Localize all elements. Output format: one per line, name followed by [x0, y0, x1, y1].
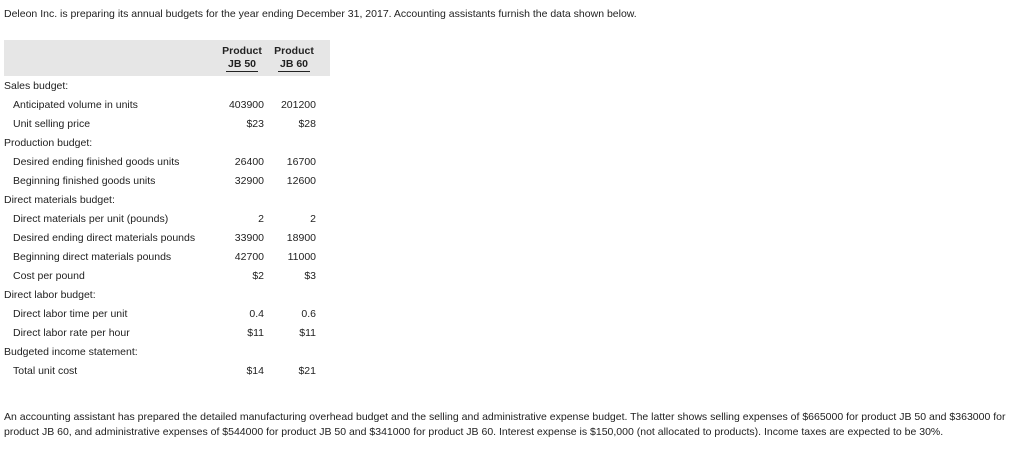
value-jb50: $14 [246, 365, 264, 377]
value-jb60: $3 [304, 270, 316, 282]
row-label: Beginning finished goods units [13, 175, 156, 187]
section-label: Production budget: [4, 137, 93, 149]
table-row [0, 172, 330, 191]
table-row [0, 362, 330, 381]
table-row [0, 324, 330, 343]
section-label: Sales budget: [4, 80, 69, 92]
table-row [0, 153, 330, 172]
row-label: Beginning direct materials pounds [13, 251, 172, 263]
section-label: Direct labor budget: [4, 289, 96, 301]
value-jb50: 42700 [234, 251, 264, 263]
value-jb50: 0.4 [249, 308, 264, 320]
row-label: Total unit cost [13, 365, 78, 377]
value-jb50: $11 [247, 327, 264, 339]
table-row [0, 134, 330, 153]
column-header-line2: JB 60 [279, 58, 309, 70]
row-label: Unit selling price [13, 118, 91, 130]
row-label: Direct labor time per unit [13, 308, 128, 320]
table-row [0, 286, 330, 305]
value-jb50: 2 [258, 213, 264, 225]
column-header-jb50 [218, 45, 266, 72]
value-jb60: 16700 [286, 156, 316, 168]
value-jb50: 32900 [234, 175, 264, 187]
value-jb60: $21 [298, 365, 316, 377]
value-jb60: $28 [298, 118, 316, 130]
table-row [0, 96, 330, 115]
table-row [0, 115, 330, 134]
value-jb60: 12600 [286, 175, 316, 187]
table-row [0, 267, 330, 286]
value-jb60: 201200 [280, 99, 316, 111]
column-header-jb60 [270, 45, 318, 72]
value-jb50: 26400 [234, 156, 264, 168]
column-header-line2: JB 50 [227, 58, 257, 70]
row-label: Direct labor rate per hour [13, 327, 130, 339]
value-jb50: $2 [252, 270, 264, 282]
column-header-line1: Product [274, 45, 314, 57]
table-row [0, 248, 330, 267]
section-label: Budgeted income statement: [4, 346, 138, 358]
row-label: Desired ending direct materials pounds [13, 232, 196, 244]
table-row [0, 191, 330, 210]
value-jb50: $23 [246, 118, 264, 130]
value-jb60: 2 [310, 213, 316, 225]
value-jb60: 18900 [286, 232, 316, 244]
value-jb60: 0.6 [301, 308, 316, 320]
intro-text: Deleon Inc. is preparing its annual budgets for the year ending December 31, 2017. Accounting assistants furnish the data shown below. [4, 8, 637, 20]
value-jb50: 33900 [234, 232, 264, 244]
table-row [0, 77, 330, 96]
assistant-note: An accounting assistant has prepared the detailed manufacturing overhead budget and the selling and administrative expense budget. The latter shows selling expenses of $665000 for product JB 50 and $363000 for product JB 60, and administrative expenses of $544000 for product JB 50 and $341000 for product JB 60. Interest expense is $150,000 (not allocated to products). Income taxes are expected to be 30%. [4, 411, 1006, 438]
row-label: Anticipated volume in units [13, 99, 138, 111]
table-row [0, 305, 330, 324]
row-label: Cost per pound [13, 270, 85, 282]
row-label: Direct materials per unit (pounds) [13, 213, 169, 225]
table-row [0, 229, 330, 248]
table-row [0, 210, 330, 229]
column-header-line1: Product [222, 45, 262, 57]
value-jb50: 403900 [228, 99, 264, 111]
value-jb60: $11 [299, 327, 316, 339]
section-label: Direct materials budget: [4, 194, 115, 206]
table-row [0, 343, 330, 362]
value-jb60: 11000 [287, 251, 316, 263]
row-label: Desired ending finished goods units [13, 156, 180, 168]
